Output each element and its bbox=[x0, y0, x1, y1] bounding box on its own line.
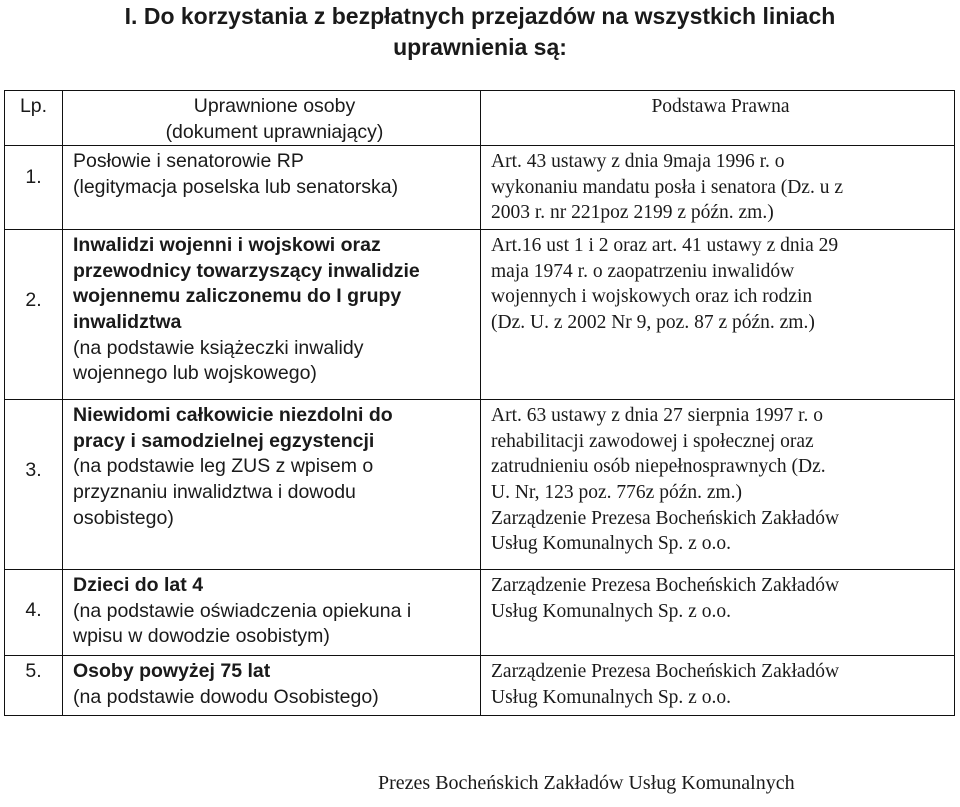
heading-line-1: I. Do korzystania z bezpłatnych przejazdów na wszystkich liniach bbox=[124, 3, 836, 29]
table-header-row bbox=[5, 91, 955, 146]
basis-cell: Art. 43 ustawy z dnia 9maja 1996 r. o wykonaniu mandatu posła i senatora (Dz. u z 2003 r. nr 221poz 2199 z późn. zm.) bbox=[481, 146, 955, 230]
basis-cell: Art.16 ust 1 i 2 oraz art. 41 ustawy z dnia 29 maja 1974 r. o zaopatrzeniu inwalidów wojennych i wojskowych oraz ich rodzin (Dz. U. z 2002 Nr 9, poz. 87 z późn. zm.) bbox=[481, 230, 955, 400]
persons-cell: Osoby powyżej 75 lat (na podstawie dowodu Osobistego) bbox=[63, 656, 481, 716]
signature-line: Prezes Bocheńskich Zakładów Usług Komunalnych bbox=[378, 772, 795, 794]
basis-cell: Zarządzenie Prezesa Bocheńskich Zakładów Usług Komunalnych Sp. z o.o. bbox=[481, 570, 955, 656]
table-row bbox=[5, 570, 955, 656]
row-number-cell: 2. bbox=[5, 230, 63, 400]
table-row bbox=[5, 146, 955, 230]
header-persons: Uprawnione osoby (dokument uprawniający) bbox=[63, 91, 481, 146]
persons-cell: Posłowie i senatorowie RP (legitymacja poselska lub senatorska) bbox=[63, 146, 481, 230]
heading-line-2: uprawnienia są: bbox=[393, 34, 567, 60]
table-row bbox=[5, 230, 955, 400]
header-basis: Podstawa Prawna bbox=[481, 91, 955, 146]
persons-cell: Niewidomi całkowicie niezdolni do pracy i samodzielnej egzystencji (na podstawie leg ZUS z wpisem o przyznaniu inwalidztwa i dowodu osobistego) bbox=[63, 400, 481, 570]
header-lp: Lp. bbox=[5, 91, 63, 146]
table-row bbox=[5, 656, 955, 716]
entitlements-table bbox=[4, 90, 955, 716]
row-number-cell: 3. bbox=[5, 400, 63, 570]
row-number-cell: 4. bbox=[5, 570, 63, 656]
row-number-cell: 1. bbox=[5, 146, 63, 230]
basis-cell: Zarządzenie Prezesa Bocheńskich Zakładów Usług Komunalnych Sp. z o.o. bbox=[481, 656, 955, 716]
persons-cell: Inwalidzi wojenni i wojskowi oraz przewodnicy towarzyszący inwalidzie wojennemu zaliczonemu do I grupy inwalidztwa (na podstawie książeczki inwalidy wojennego lub wojskowego) bbox=[63, 230, 481, 400]
basis-cell: Art. 63 ustawy z dnia 27 sierpnia 1997 r. o rehabilitacji zawodowej i społecznej oraz zatrudnieniu osób niepełnosprawnych (Dz. U. Nr, 123 poz. 776z późn. zm.) Zarządzenie Prezesa Bocheńskich Zakładów Usług Komunalnych Sp. z o.o. bbox=[481, 400, 955, 570]
table-row bbox=[5, 400, 955, 570]
persons-cell: Dzieci do lat 4 (na podstawie oświadczenia opiekuna i wpisu w dowodzie osobistym) bbox=[63, 570, 481, 656]
row-number-cell: 5. bbox=[5, 656, 63, 716]
